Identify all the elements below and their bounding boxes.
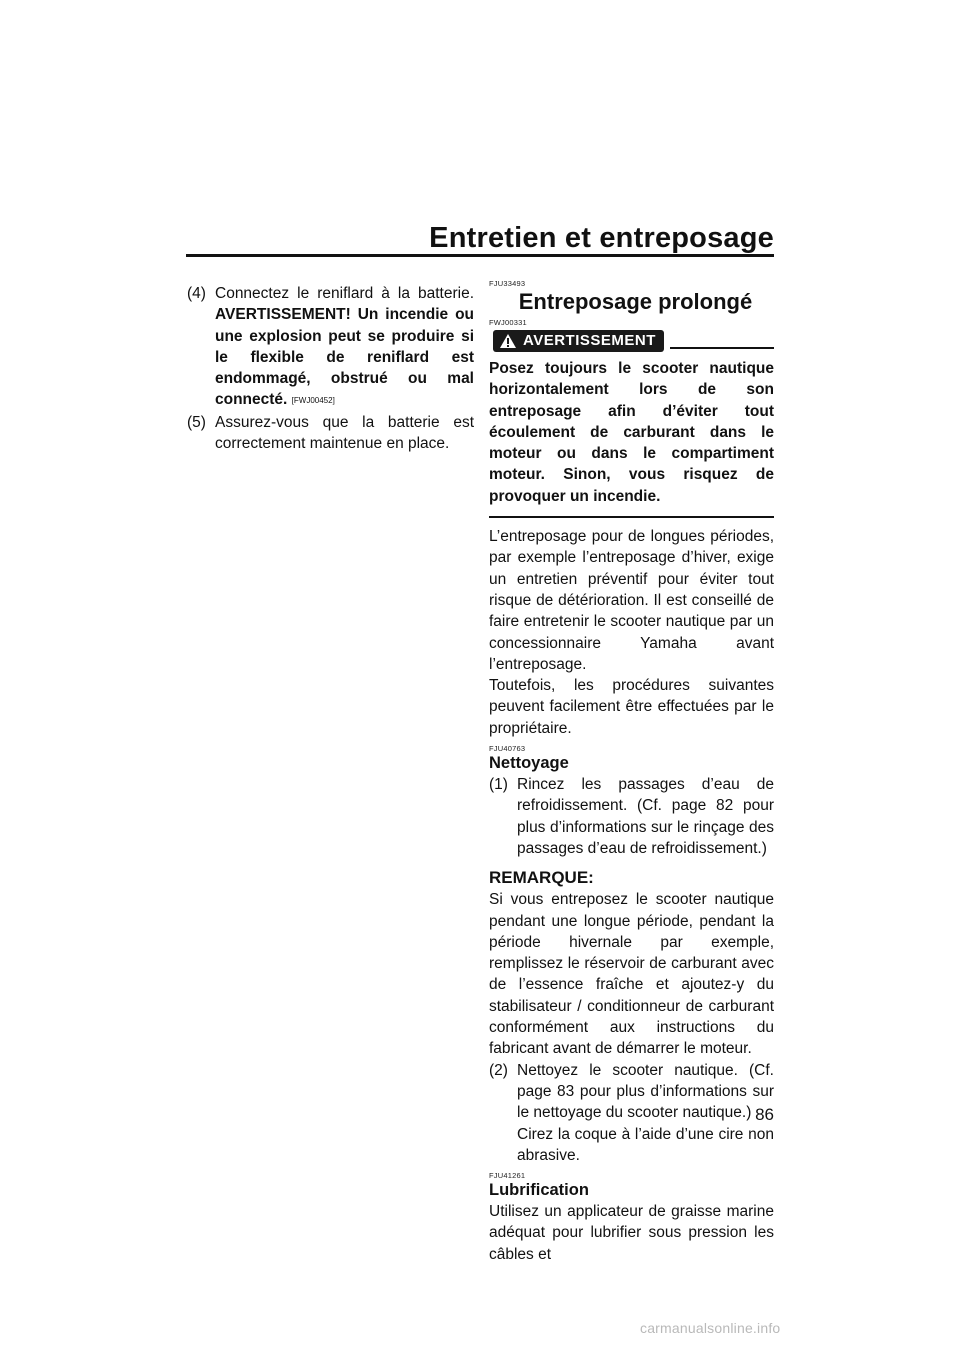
step-4-code: [FWJ00452]	[291, 396, 335, 406]
nettoyage-step-2-text: Nettoyez le scooter nautique. (Cf. page 83 pour plus d’informations sur le nettoyage du scooter nautique.)	[517, 1061, 774, 1122]
watermark: carmanualsonline.info	[640, 1320, 781, 1336]
header-rule	[186, 254, 774, 257]
step-4-warning: AVERTISSEMENT! Un incendie ou une explosion peut se produire si le flexible de reniflard est endommagé, obstrué ou mal connecté.	[215, 306, 474, 409]
nettoyage-step-2	[489, 1060, 774, 1166]
lubrification-text: Utilisez un applicateur de graisse marine adéquat pour lubrifier sous pression les câbles et	[489, 1203, 774, 1263]
warning-triangle-icon	[499, 333, 517, 349]
right-column	[489, 279, 774, 1265]
warning-bottom-rule	[489, 516, 774, 518]
remarque-text: Si vous entreposez le scooter nautique pendant une longue période, pendant la période hivernale par exemple, remplissez le réservoir de carburant avec de l’essence fraîche et ajoutez-y du stabilisateur / conditionneur de carburant conformément aux instructions du fabricant avant de démarrer le moteur.	[489, 891, 774, 1058]
nettoyage-step-1	[489, 774, 774, 859]
nettoyage-heading: Nettoyage	[489, 754, 569, 773]
nettoyage-code: FJU40763	[489, 744, 526, 754]
step-4	[187, 283, 474, 412]
step-5-number: (5)	[187, 413, 206, 431]
warning-text: Posez toujours le scooter nautique horizontalement lors de son entreposage afin d’éviter tout écoulement de carburant dans le moteur ou dans le compartiment moteur. Sinon, vous risquez de provoquer un incendie.	[489, 360, 774, 505]
nettoyage-step-1-text: Rincez les passages d’eau de refroidissement. (Cf. page 82 pour plus d’informations sur le rinçage des passages d’eau de refroidissement.)	[517, 776, 774, 857]
page-number: 86	[755, 1105, 774, 1124]
step-5-text: Assurez-vous que la batterie est correctement maintenue en place.	[215, 413, 474, 453]
warning-top-rule	[670, 347, 774, 349]
remarque-heading: REMARQUE:	[489, 868, 594, 888]
warning-code: FWJ00331	[489, 318, 527, 327]
nettoyage-step-2-extra: Cirez la coque à l’aide d’une cire non abrasive.	[517, 1125, 774, 1164]
step-5	[187, 412, 474, 455]
warning-label: AVERTISSEMENT	[523, 332, 656, 350]
step-4-number: (4)	[187, 285, 206, 302]
lubrification-code: FJU41261	[489, 1171, 526, 1181]
warning-header	[489, 328, 774, 354]
intro-paragraph-2: Toutefois, les procédures suivantes peuvent facilement être effectuées par le propriétaire.	[489, 677, 774, 737]
warning-badge	[493, 330, 664, 352]
nettoyage-step-1-number: (1)	[489, 776, 508, 794]
page-header-title: Entretien et entreposage	[429, 222, 774, 254]
nettoyage-step-2-number: (2)	[489, 1061, 508, 1079]
lubrification-heading: Lubrification	[489, 1181, 589, 1200]
section-title: Entreposage prolongé	[518, 289, 753, 314]
section-code: FJU33493	[489, 279, 526, 288]
intro-paragraph-1: L’entreposage pour de longues périodes, par exemple l’entreposage d’hiver, exige un entretien préventif pour éviter tout risque de détérioration. Il est conseillé de faire entretenir le scooter nautique par un concessionnaire Yamaha avant l’entreposage.	[489, 528, 774, 673]
left-column	[187, 283, 474, 454]
step-4-text: Connectez le reniflard à la batterie. AVERTISSEMENT! Un incendie ou une explosion peut se produire si le flexible de reniflard est endommagé, obstrué ou mal connecté. [FWJ00452]	[215, 285, 474, 409]
